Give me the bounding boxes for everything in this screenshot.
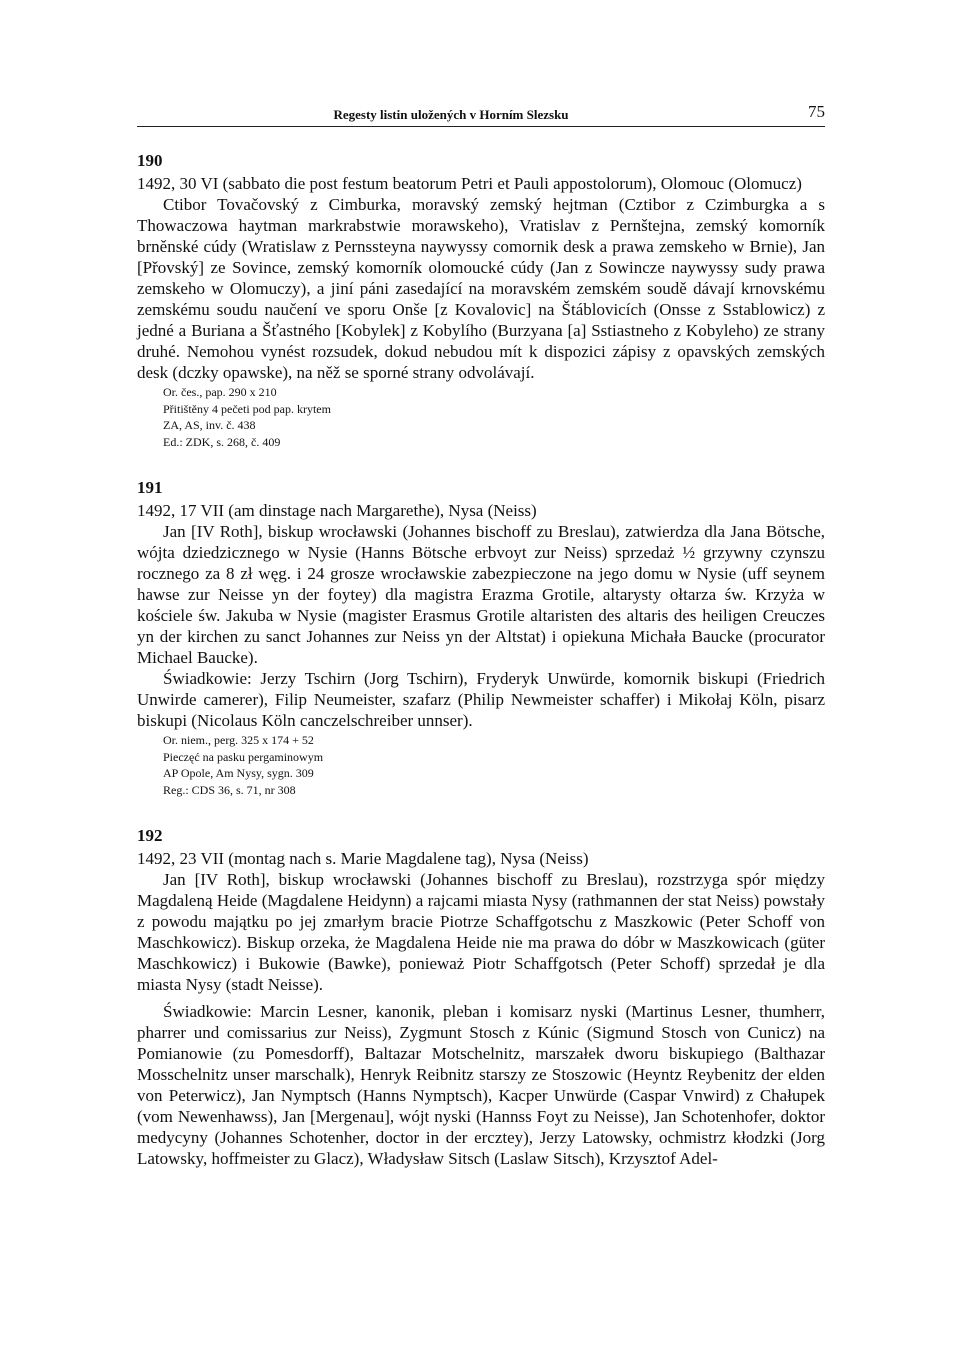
entry-notes xyxy=(137,384,825,450)
running-header xyxy=(137,100,825,127)
page-number: 75 xyxy=(808,102,825,121)
entry-number: 192 xyxy=(137,826,163,845)
entry-summary: Ctibor Tovačovský z Cimburka, moravský zemský hejtman (Cztibor z Czimburgka a s Thowaczowa haytman markrabstwie morawskeho), Vratislav z Pernštejna, zemský komorník brněnské cúdy (Wratislaw z Pernssteyna naywyssy comornik desk a prawa zemskeho w Brnie), Jan [Přovský] ze Sovince, zemský komorník olomoucké cúdy (Jan z Sowincze naywyssy sudy prawa zemskeho w Olomuczy), a jiní páni zasedající na moravském zemském soudě dávají krnovskému zemskému soudu naučení ve sporu Onše [z Kovalovic] na Štáblovicích (Onsse z Sstablowicz) z jedné a Buriana a Šťastného [Kobylek] z Kobylího (Burzyana [a] Sstiastneho z Kobyleho) ze strany druhé. Nemohou vynést rozsudek, dokud nebudou mít k dispozici zápisy z opavských zemských desk (dczky opawske), na něž se sporné strany odvolávají. xyxy=(137,195,825,382)
regest-entry-192 xyxy=(137,826,825,1169)
entry-witnesses: Świadkowie: Marcin Lesner, kanonik, pleban i komisarz nyski (Martinus Lesner, thumherr, pharrer und comissarius zur Neiss), Zygmunt Stosch z Kúnic (Sigmund Stosch von Cunicz) na Pomianowie (zu Pomesdorff), Baltazar Motschelnitz, marszałek dworu biskupiego (Balthazar Mosschelnitz unser marschalk), Henryk Reibnitz starszy ze Stoszowic (Heyntz Reybenitz der elden von Peterwicz), Jan Nymptsch (Hanns Nymptsch), Kacper Unwürde (Caspar Vnwird) z Chałupek (vom Newenhawss), Jan [Mergenau], wójt nyski (Hannss Foyt zu Neisse), Jan Schotenhofer, doktor medycyny (Johannes Schotenher, doctor in der ercztey), Jerzy Latowsky, ochmistrz kłodzki (Jorg Latowsky, hoffmeister zu Glacz), Władysław Sitsch (Laslaw Sitsch), Krzysztof Adel- xyxy=(137,1002,825,1168)
entry-notes xyxy=(137,732,825,798)
entry-dateline: 1492, 30 VI (sabbato die post festum beatorum Petri et Pauli appostolorum), Olomouc (Olomucz) xyxy=(137,174,802,193)
entry-summary: Jan [IV Roth], biskup wrocławski (Johannes bischoff zu Breslau), zatwierdza dla Jana Bötsche, wójta dziedzicznego w Nysie (Hanns Bötsche erbvoyt zur Neiss) sprzedaż ½ grzywny czynszu rocznego za 8 zł węg. i 24 grosze wrocławskie zabezpieczone na jego domu w Nysie (uff seynem hawse zur Neisse yn der foytey) dla magistra Erazma Grotile, altarysty ołtarza św. Krzyża w kościele św. Jakuba w Nysie (magister Erasmus Grotile altaristen des altaris des heiligen Creuczes yn der kirchen zu sanct Johannes zur Neiss yn der Altstat) i opiekuna Michała Baucke (procurator Michael Baucke). xyxy=(137,522,825,667)
running-title: Regesty listin uložených v Horním Slezsku xyxy=(333,107,569,122)
note-edition: Ed.: ZDK, s. 268, č. 409 xyxy=(163,434,281,449)
note-original: Or. čes., pap. 290 x 210 xyxy=(163,385,277,399)
entry-witnesses: Świadkowie: Jerzy Tschirn (Jorg Tschirn), Fryderyk Unwürde, komornik biskupi (Friedrich Unwirde camerer), Filip Neumeister, szafarz (Philip Newmeister schaffer) i Mikołaj Köln, pisarz biskupi (Nicolaus Köln canczelschreiber unnser). xyxy=(137,669,825,730)
note-archive: AP Opole, Am Nysy, sygn. 309 xyxy=(163,766,314,780)
document-page xyxy=(137,100,825,1197)
note-seal: Přitištěny 4 pečeti pod pap. krytem xyxy=(163,401,331,416)
entry-summary: Jan [IV Roth], biskup wrocławski (Johannes bischoff zu Breslau), rozstrzyga spór między Magdaleną Heide (Magdalene Heidynn) a rajcami miasta Nysy (rathmannen der stat Neiss) powstały z powodu majątku po jej zmarłym bracie Piotrze Schaffgotschu z Maszkowic (Peter Schoff von Maschkowicz). Biskup orzeka, że Magdalena Heide nie ma prawa do dóbr w Maszkowicach (güter Maschkowicz) i Bukowie (Bawke), ponieważ Piotr Schaffgotsch (Peter Schoff) sprzedał je dla miasta Nysy (stadt Neisse). xyxy=(137,870,825,994)
entry-dateline: 1492, 17 VII (am dinstage nach Margarethe), Nysa (Neiss) xyxy=(137,501,537,520)
note-register: Reg.: CDS 36, s. 71, nr 308 xyxy=(163,782,296,797)
note-archive: ZA, AS, inv. č. 438 xyxy=(163,418,256,432)
regest-entry-190 xyxy=(137,151,825,450)
note-original: Or. niem., perg. 325 x 174 + 52 xyxy=(163,733,314,747)
regest-entry-191 xyxy=(137,478,825,798)
entry-dateline: 1492, 23 VII (montag nach s. Marie Magdalene tag), Nysa (Neiss) xyxy=(137,849,589,868)
entry-number: 190 xyxy=(137,151,163,170)
note-seal: Pieczęć na pasku pergaminowym xyxy=(163,749,324,764)
entry-number: 191 xyxy=(137,478,163,497)
